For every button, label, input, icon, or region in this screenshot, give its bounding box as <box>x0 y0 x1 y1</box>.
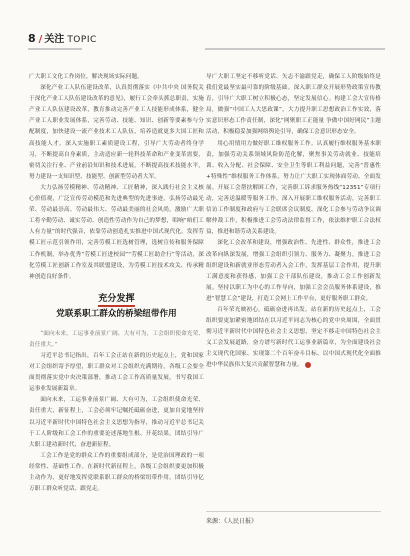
paragraph: 导广大职工坚定不移听党话、矢志不渝跟党走，确保工人阶级始终是我们党最坚实最可靠的阶级基础。深入职工群众开展形势政策宣传教育，引导广大职工树立积极心态，坚定发展信心。构建工会大宣传格局，做强“中国工人大思政课”，大力提升职工思想政治工作实效，落实意识形态工作责任制，深化“网聚职工正能量 争做中国好网民”主题活动，积极稳妥加强网络舆论引导，确保工会意识形态安全。 <box>206 74 381 136</box>
paragraph: 大力弘扬劳模精神、劳动精神、工匠精神，深入践行社会主义核心价值观，广泛宣传劳动模范和先进典型的先进事迹，弘扬劳动最光荣、劳动最崇高、劳动最伟大、劳动最美丽的社会风尚，激励广大职工将辛勤劳动、诚实劳动、创造性劳动作为自己的梦想，唱响“咱们工人有力量”的时代强音，依靠劳动创造扎实推进中国式现代化。发挥劳模工匠示范引领作用，完善劳模工匠选树管理，选树宣传和服务保障工作机制，举办优秀“劳模工匠进校园”“劳模工匠助企行”等活动，深化劳模工匠创新工作室及其联盟建设，为劳模工匠技术攻关、传承精神创造良好条件。 <box>29 184 204 280</box>
paragraph: 习近平总书记指出，百年工会正站在新的历史起点上，党和国家对工会组织寄予厚望，职工群众对工会组织充满期待。各级工会要全面贯彻落实党中央决策部署，推动工会工作高质量发展，书写我国工运事业发展新篇章。 <box>29 352 204 393</box>
header-rule-left <box>28 48 82 50</box>
section-heading-line1: 充分发挥 <box>98 294 134 307</box>
source-divider <box>206 511 381 512</box>
section-heading-line2: 党联系职工群众的桥梁纽带作用 <box>56 308 177 319</box>
section-heading <box>29 293 204 321</box>
end-mark-icon <box>305 362 311 368</box>
pull-quote: “面向未来，工运事业前景广阔、大有可为，工会组织使命光荣、责任重大。” <box>29 330 204 348</box>
paragraph: 面向未来，工运事业前景广阔、大有可为，工会组织使命光荣、责任重大，新征程上，工会必须牢记嘱托砥砺奋进，更加自觉地坚持以习近平新时代中国特色社会主义思想为指导，推动习近平总书记关于工人阶级和工会工作的重要论述落地生根、开花结果，团结引导广大职工建功新时代、奋进新征程。 <box>29 397 204 448</box>
paragraph-last <box>206 305 381 372</box>
section-title-en: TOPIC <box>67 35 97 45</box>
left-column <box>29 72 204 495</box>
slash-icon: / <box>38 34 43 45</box>
paragraph: 用心用情用力做好职工维权服务工作。认真履行维权服务基本职责，加强劳动关系领域风险防范化解，聚焦事关劳动就业、技能培训、收入分配、社会保障、安全卫生等职工利益问题，完善“普惠性+特殊性”维权服务工作体系，努力让广大职工实现体面劳动、全面发展。开展工会帮扶解困工作，完善职工诉求服务热线“12351”专项行动，完善送温暖等服务工作。深入开展职工维权服务活动，完善职工信访工作制度和政府与工会联席会议制度，深化工会参与劳动争议调解仲裁工作，积极推进工会劳动法律监督工作，依法维护职工合法权益，推进和谐劳动关系建设。 <box>206 140 381 236</box>
page-number: 8 <box>28 32 36 45</box>
header-rule-right <box>205 48 385 50</box>
page-header <box>28 30 97 44</box>
paragraph: 工会工作是党的群众工作的重要组成部分，是党治国理政的一项经常性、基础性工作。在新时代新征程上，各级工会组织要更加积极主动作为，更好地发挥党联系职工群众的桥梁纽带作用，团结引导亿万职工群众听党话、跟党走。 <box>29 452 204 493</box>
right-column <box>206 72 381 372</box>
paragraph: 深化工会改革和建设，增强政治性、先进性、群众性，推进工会改革向纵深发展，增强工会组织引领力、服务力、凝聚力，推进工会组织建设和新就业形态劳动者入会工作，发挥基层工会作用，提升职工满意度和获得感，加强工会干部队伍建设，推动工会工作创新发展。坚持以职工为中心的工作导向，加强工会会员服务体系建设，推进“智慧工会”建设，打造工会网上工作平台，更好服务职工群众。 <box>206 240 381 302</box>
source-credit: 来源：《人民日报》 <box>206 518 258 525</box>
paragraph: 广大职工文化工作岗位，解决现场实际问题。 <box>29 74 143 80</box>
paragraph: 深化产业工人队伍建设改革，认真贯彻落实《中共中央 国务院关于深化产业工人队伍建设改革的意见》，履行工会牵头抓总职责，实施产业工人队伍建设改革，教育推动完善产业工人技能形成体系，健全产业工人职业发展体系，完善劳动、技能、知识、创新等要素参与分配制度，加快建设一流产业技术工人队伍，培养造就更多大国工匠和高技能人才。深入实施职工素质建设工程，引导广大劳动者终身学习，不断提高自身素质，主动适应新一轮科技革命和产业变革需要，密切关注行业、产业前沿知识和技术进展，不断提高技术技能水平，努力建设一支知识型、技能型、创新型劳动者大军。 <box>29 85 204 180</box>
section-title-cn: 关注 <box>44 34 65 45</box>
paragraph-last-text: 百年荣光映初心，砥砺奋进再出发。站在新的历史起点上，工会组织要更加紧密地团结在以习近平同志为核心的党中央周围，全面贯彻习近平新时代中国特色社会主义思想，坚定不移走中国特色社会主义工会发展道路，奋力谱写新时代工运事业新篇章，为全面建设社会主义现代化国家、实现第二个百年奋斗目标、以中国式现代化全面推进中华民族伟大复兴贡献智慧和力量。 <box>206 306 381 369</box>
